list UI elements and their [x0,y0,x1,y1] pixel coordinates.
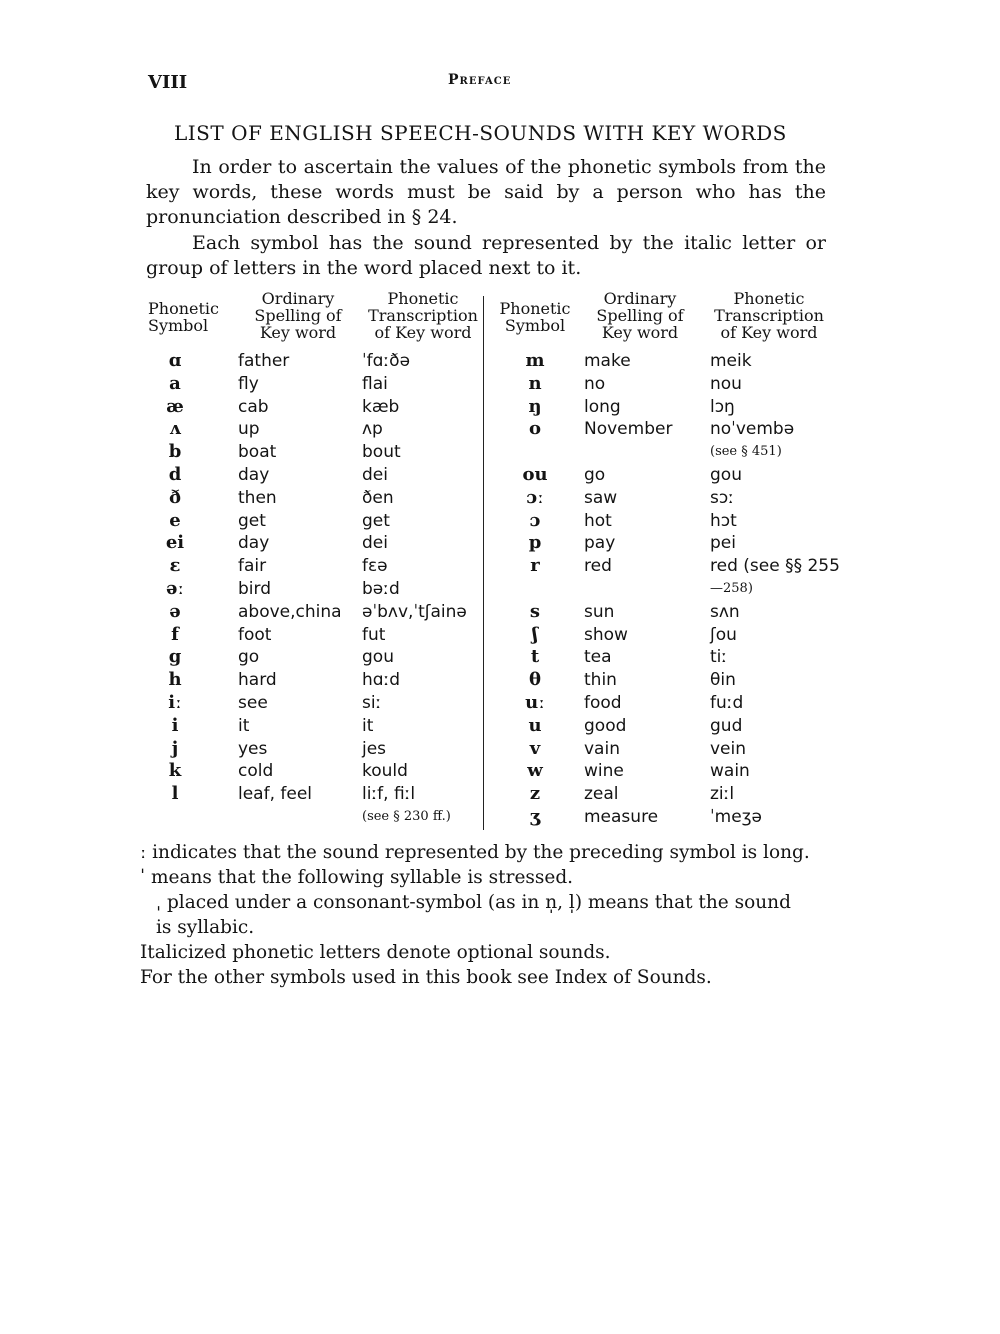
table-row [148,373,485,396]
phonetic-symbol: j [171,737,179,759]
phonetic-symbol: ei [165,532,185,554]
phonetic-symbol: ɔ [529,509,541,531]
table-row [148,760,485,783]
phonetic-symbol: f [171,623,179,645]
transcription: gud [710,715,743,736]
table-row [148,510,485,533]
key-word: food [584,692,622,713]
key-word: foot [238,624,272,645]
transcription: dei [362,533,388,554]
transcription: kould [362,761,408,782]
page-title: LIST OF ENGLISH SPEECH-SOUNDS WITH KEY WORDS [174,121,787,145]
transcription: kæb [362,396,400,417]
phonetic-symbol: s [529,600,541,622]
table-row [148,350,485,373]
key-word: pay [584,533,616,554]
table-row [148,441,485,464]
transcription: hɑːd [362,670,401,691]
transcription: sʌn [710,601,740,622]
transcription: it [362,715,374,736]
running-head: Preface [448,72,512,88]
key-word: fly [238,373,259,394]
intro-paragraph: In order to ascertain the values of the phonetic symbols from the key words, these words must be said by a person who has the pronunciation described in § 24. [146,156,826,228]
transcription: fuːd [710,692,744,713]
table-row [148,396,485,419]
phonetic-symbol: n [528,372,542,394]
header-symbol: Phonetic Symbol [148,299,219,335]
note-line: ˌ placed under a consonant-symbol (as in n̩, l̩) means that the sound [156,892,791,913]
phonetic-symbol: i [171,714,179,736]
key-word: show [584,624,628,645]
table-row [496,692,836,715]
phonetic-symbol: m [525,350,545,371]
phonetic-symbol: g [168,646,182,668]
header-spelling: Ordinary Spelling of Key word [254,289,342,342]
transcription: θin [710,670,736,691]
key-word: no [584,373,606,394]
page-number: VIII [148,72,188,93]
phonetic-symbol: iː [168,691,182,713]
transcription: —258) [710,580,753,596]
table-row [496,418,836,441]
key-word: up [238,419,260,440]
phonetic-symbol: ʒ [529,805,541,827]
table-row [496,487,836,510]
table-row [496,601,836,624]
left-rows [148,350,485,829]
transcription: pei [710,533,736,554]
phonetic-symbol: o [528,418,541,440]
transcription: ʃou [710,624,737,645]
table-row [496,396,836,419]
right-rows [496,350,840,829]
key-word: day [238,533,270,554]
transcription: fut [362,624,386,645]
transcription: wain [710,761,750,782]
transcription: dei [362,464,388,485]
note-line: ː indicates that the sound represented by the preceding symbol is long. [140,842,810,863]
phonetic-symbol: e [169,509,181,531]
table-row [496,646,836,669]
phonetic-symbol: v [529,737,541,759]
table-row [148,601,485,624]
key-word: sun [584,601,615,622]
table-row [496,669,836,692]
key-word: hot [584,510,612,531]
key-word: cab [238,396,269,417]
key-word: bird [238,578,271,599]
table-row [496,373,836,396]
transcription: nou [710,373,742,394]
header-symbol: Phonetic Symbol [499,299,571,335]
phonetic-symbol: ŋ [528,395,542,417]
key-word: zeal [584,784,619,805]
table-row [148,692,485,715]
phonetic-symbol: k [168,760,182,782]
table-row [496,715,836,738]
transcription: noˈvembə [710,419,795,440]
phonetic-symbol: h [168,669,182,691]
phonetic-symbol: ɔː [526,486,544,508]
transcription: bəːd [362,578,400,599]
phonetic-symbol: æ [166,395,184,417]
phonetic-symbol: θ [528,669,541,691]
table-row [496,578,836,601]
key-word: see [238,692,268,713]
key-word: then [238,487,277,508]
transcription: tiː [710,647,728,668]
phonetic-symbol: ɑ [168,350,182,371]
table-row [496,783,836,806]
table-row [148,783,485,806]
table-row [148,646,485,669]
phonetic-symbol: p [528,532,542,554]
intro-paragraph: Each symbol has the sound represented by the italic letter or group of letters in the word placed next to it. [146,232,826,279]
phonetic-symbol: l [171,783,179,805]
note-line: ˈ means that the following syllable is stressed. [140,867,574,888]
phonetic-symbol: ʌ [169,418,181,440]
key-word: vain [584,738,620,759]
table-row [496,510,836,533]
key-word: yes [238,738,268,759]
transcription: hɔt [710,510,737,531]
phonetic-symbol: r [530,555,540,577]
table-row [148,464,485,487]
phonetic-symbol: ə [169,600,181,622]
key-word: thin [584,670,617,691]
transcription: vein [710,738,747,759]
transcription: get [362,510,390,531]
table-row [496,806,836,829]
phonetic-symbol: əː [165,577,185,599]
key-word: hard [238,670,277,691]
phonetic-symbol: u [528,714,542,736]
table-row [496,624,836,647]
transcription: ˈfɑːðə [362,351,411,371]
phonetic-symbol: ou [522,463,548,485]
key-word: get [238,510,266,531]
table-row [148,738,485,761]
key-word: good [584,715,627,736]
phonetic-symbol: t [530,646,540,668]
table-row [148,669,485,692]
key-word: it [238,715,250,736]
table-row [496,760,836,783]
phonetic-symbol: z [529,783,541,805]
page-header [148,72,848,96]
key-word: wine [584,761,624,782]
phonetic-symbol: w [527,760,543,782]
key-word: father [238,351,290,371]
phonetic-symbol: ð [168,486,181,508]
table-row [148,578,485,601]
phonetic-symbol: b [168,441,182,463]
key-word: tea [584,647,612,668]
transcription: meik [710,351,752,371]
table-row [148,532,485,555]
key-word: fair [238,556,267,577]
transcription: gou [710,464,742,485]
intro-text [146,155,826,282]
key-word: day [238,464,270,485]
key-word: long [584,396,621,417]
transcription: ˈmeʒə [710,806,762,827]
table-row [496,350,836,373]
transcription: siː [362,692,382,713]
key-word: go [238,647,260,668]
note-line: Italicized phonetic letters denote optional sounds. [140,942,611,963]
table-row [148,715,485,738]
transcription: liːf, fiːl [362,784,416,805]
table-row [496,738,836,761]
transcription: (see § 451) [710,444,782,460]
table-row [148,806,485,829]
transcription: flai [362,373,388,394]
transcription: sɔː [710,487,734,508]
transcription: lɔŋ [710,396,735,417]
key-word: above,china [238,601,342,622]
phonetic-symbol: ʃ [532,623,538,645]
header-transcription: Phonetic Transcription of Key word [714,289,824,342]
key-word: red [584,556,612,577]
transcription: gou [362,647,394,668]
table-row [148,624,485,647]
phonetic-symbol: uː [525,691,545,713]
notes [140,840,830,990]
table-row [148,418,485,441]
transcription: fɛə [362,556,388,577]
table-row [496,532,836,555]
transcription: ziːl [710,784,735,805]
note-line: is syllabic. [156,917,255,938]
key-word: saw [584,487,618,508]
transcription: bout [362,442,401,463]
transcription: ðen [362,487,394,508]
transcription: jes [362,738,387,759]
key-word: measure [584,806,659,827]
phonetic-symbol: ɛ [169,555,181,577]
key-word: make [584,351,631,371]
header-transcription: Phonetic Transcription of Key word [368,289,478,342]
header-spelling: Ordinary Spelling of Key word [596,289,684,342]
key-word: leaf, feel [238,784,313,805]
transcription: red (see §§ 255 [710,556,840,577]
note-line: For the other symbols used in this book see Index of Sounds. [140,967,712,988]
table-row [496,464,836,487]
table-row [148,555,485,578]
key-word: boat [238,442,277,463]
key-word: November [584,419,673,440]
phonetic-symbol: a [169,372,181,394]
key-word: cold [238,761,274,782]
transcription: ʌp [362,419,383,440]
table-row [496,441,836,464]
key-word: go [584,464,606,485]
table-row [148,487,485,510]
phonetic-symbol: d [168,463,182,485]
table-row [496,555,840,578]
transcription: əˈbʌv,ˈtʃainə [362,601,467,622]
transcription: (see § 230 ff.) [362,808,451,824]
